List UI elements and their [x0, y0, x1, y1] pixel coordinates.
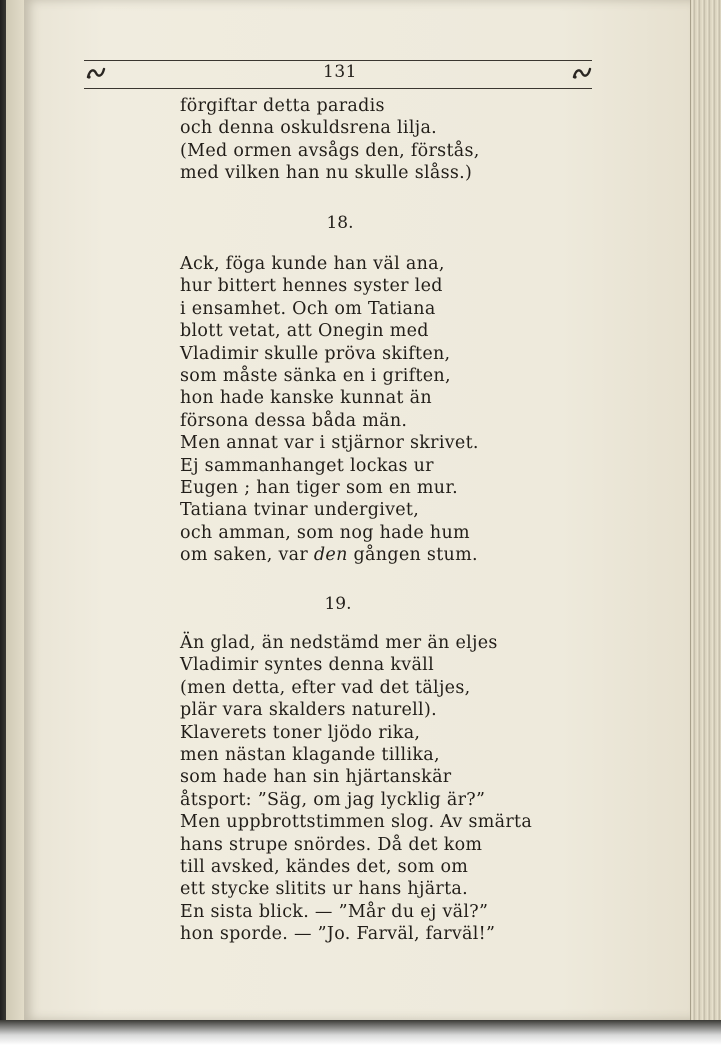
verse-text: gången stum. — [347, 545, 478, 566]
verse-line: Ej sammanhanget lockas ur — [180, 455, 434, 476]
header-rule-top — [84, 60, 592, 61]
verse-line: och amman, som nog hade hum — [180, 522, 470, 543]
verse-line: Men annat var i stjärnor skrivet. — [180, 433, 479, 454]
verse-line: försona dessa båda män. — [180, 410, 408, 431]
verse-line: och denna oskuldsrena lilja. — [180, 118, 438, 139]
stanza-number: 18. — [326, 213, 354, 233]
verse-line: som måste sänka en i griften, — [180, 365, 451, 386]
verse-line: Vladimir skulle pröva skiften, — [180, 343, 451, 364]
verse-line: som hade han sin hjärtanskär — [180, 767, 452, 788]
verse-line: Än glad, än nedstämd mer än eljes — [180, 633, 498, 653]
verse-line: Klaverets toner ljödo rika, — [180, 722, 421, 743]
verse-line: plär vara skalders naturell). — [180, 700, 437, 721]
verse-line: Eugen ; han tiger som en mur. — [180, 477, 458, 498]
verse-line: En sista blick. — ”Mår du ej väl?” — [180, 901, 489, 922]
verse-line: hon sporde. — ”Jo. Farväl, farväl!” — [180, 924, 496, 945]
verse-line: åtsport: ”Säg, om jag lycklig är?” — [180, 789, 486, 810]
verse-line: ett stycke slitits ur hans hjärta. — [180, 879, 469, 900]
verse-line: Ack, föga kunde han väl ana, — [180, 254, 445, 274]
verse-line: (men detta, efter vad det täljes, — [180, 677, 471, 698]
page-stack-edge — [690, 0, 721, 1025]
verse-line: (Med ormen avsågs den, förstås, — [180, 140, 480, 161]
verse-text: om saken, var — [180, 545, 314, 566]
stanza-number: 19. — [324, 594, 352, 614]
verse-line: hur bittert hennes syster led — [180, 276, 443, 297]
verse-line: till avsked, kändes det, som om — [180, 856, 469, 877]
verse-line: hans strupe snördes. Då det kom — [180, 834, 483, 855]
verse-line: men nästan klagande tillika, — [180, 744, 440, 765]
verse-line: blott vetat, att Onegin med — [180, 321, 429, 342]
page-number: 131 — [323, 62, 357, 82]
verse-line: Tatiana tvinar undergivet, — [180, 500, 420, 521]
ornament-icon — [572, 66, 592, 80]
header-rule-bottom — [84, 88, 592, 89]
bottom-edge — [0, 1020, 721, 1045]
verse-line: med vilken han nu skulle slåss.) — [180, 163, 473, 184]
verse-line: i ensamhet. Och om Tatiana — [180, 298, 436, 319]
verse-line-with-emphasis — [180, 544, 479, 566]
stanza-intro — [180, 95, 480, 185]
stanza-18 — [180, 253, 479, 566]
verse-line: Men uppbrottstimmen slog. Av smärta — [180, 812, 533, 833]
verse-line: förgiftar detta paradis — [180, 96, 385, 116]
left-page-edge — [6, 0, 25, 1020]
emphasized-word: den — [313, 545, 348, 566]
verse-line: Vladimir syntes denna kväll — [180, 655, 434, 676]
stanza-19 — [180, 632, 532, 945]
ornament-icon — [86, 66, 106, 80]
verse-line: hon hade kanske kunnat än — [180, 388, 432, 409]
